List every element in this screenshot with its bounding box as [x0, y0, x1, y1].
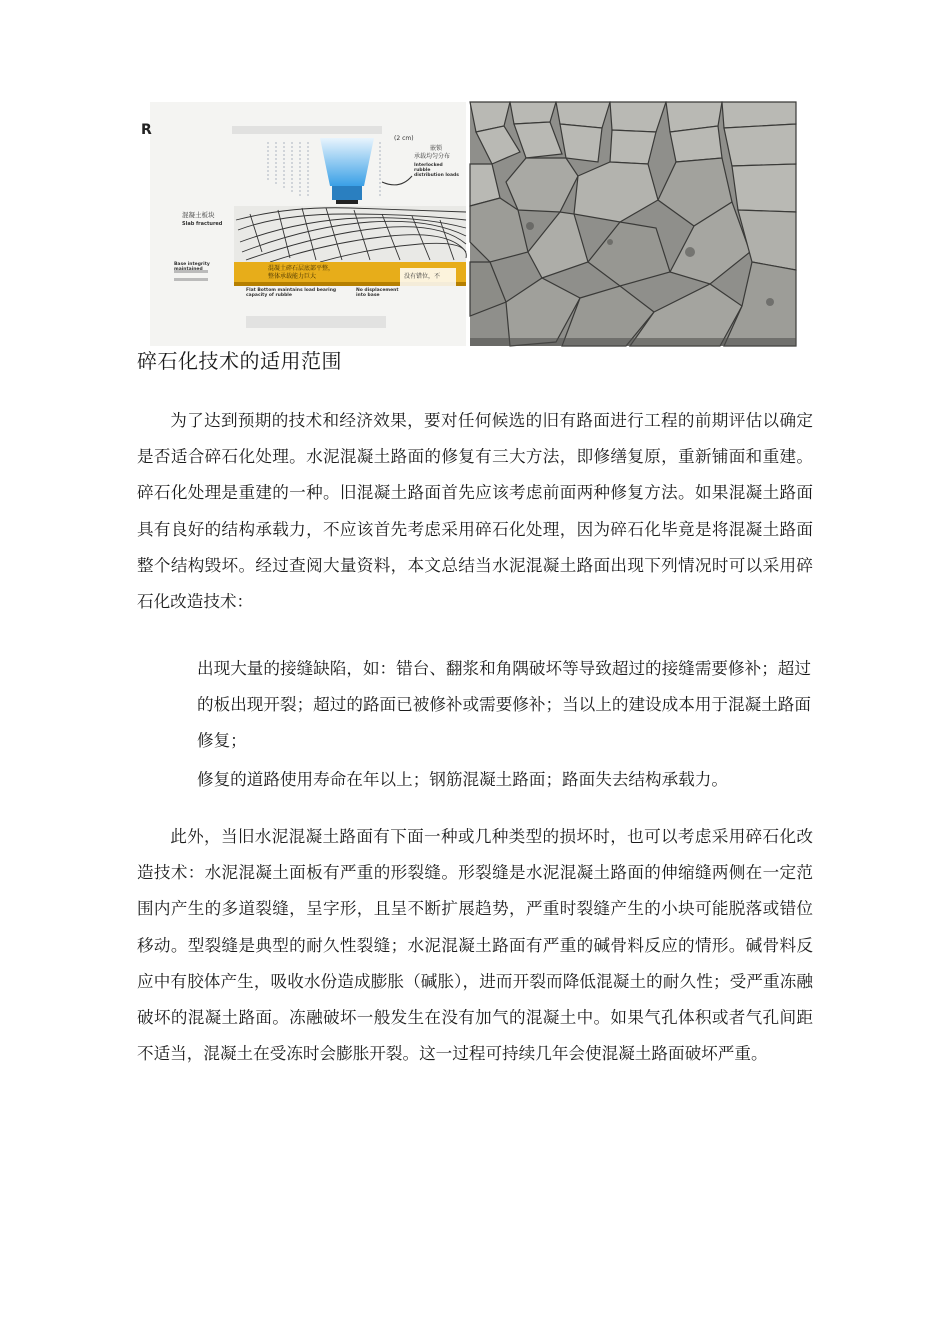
list-item-service-life: 修复的道路使用寿命在年以上；钢筋混凝土路面；路面失去结构承载力。 [197, 770, 728, 789]
list-item-joint-defects: 出现大量的接缝缺陷，如：错台、翻浆和角隅破坏等导致超过的接缝需要修补；超过的板出现开裂；超过的路面已被修补或需要修补；当以上的建设成本用于混凝土路面修复； [197, 659, 811, 751]
label-bottom-cn2: 整体承载能力巨大 [268, 273, 317, 280]
label-distribution-prefix: 嵌锁 [430, 145, 443, 152]
section-heading: 碎石化技术的适用范围 [137, 349, 342, 373]
rubble-photo-graphic [470, 102, 796, 346]
label-slab-en: Slab fractured [182, 221, 223, 227]
figure-row [141, 102, 796, 346]
label-no-disp-en: No displacement into base [356, 288, 399, 299]
rubble-photo [470, 102, 796, 346]
label-base-en: Base integrity maintained [174, 262, 210, 273]
label-distribution-cn: 承载均匀分布 [414, 153, 451, 160]
label-flat-en: Flat Bottom maintains load bearing capacity of rubble [246, 288, 337, 299]
label-slab-cn: 混凝土板块 [182, 211, 215, 219]
label-size: (2 cm) [394, 135, 414, 142]
paragraph-damage-types: 此外，当旧水泥混凝土路面有下面一种或几种类型的损坏时，也可以考虑采用碎石化改造技术：水泥混凝土面板有严重的形裂缝。形裂缝是水泥混凝土路面的伸缩缝两侧在一定范围内产生的多道裂缝，呈字形，且呈不断扩展趋势，严重时裂缝产生的小块可能脱落或错位移动。型裂缝是典型的耐久性裂缝；水泥混凝土路面有严重的碱骨料反应的情形。碱骨料反应中有胶体产生，吸收水份造成膨胀（碱胀），进而开裂而降低混凝土的耐久性；受严重冻融破坏的混凝土路面。冻融破坏一般发生在没有加气的混凝土中。如果气孔体积或者气孔间距不适当，混凝土在受冻时会膨胀开裂。这一过程可持续几年会使混凝土路面破坏严重。 [137, 827, 813, 1064]
corner-mark: R [141, 122, 152, 138]
label-bottom-cn: 混凝土碎石层底部平整， [268, 265, 335, 272]
label-no-disp-cn: 没有错位，不 [404, 273, 441, 280]
rubblization-diagram [141, 102, 466, 346]
label-distribution-en: Interlocked rubble distribution loads [414, 163, 459, 179]
paragraph-intro: 为了达到预期的技术和经济效果，要对任何候选的旧有路面进行工程的前期评估以确定是否适合碎石化处理。水泥混凝土路面的修复有三大方法，即修缮复原，重新铺面和重建。碎石化处理是重建的一种。旧混凝土路面首先应该考虑前面两种修复方法。如果混凝土路面具有良好的结构承载力，不应该首先考虑采用碎石化处理，因为碎石化毕竟是将混凝土路面整个结构毁坏。经过查阅大量资料，本文总结当水泥混凝土路面出现下列情况时可以采用碎石化改造技术： [137, 411, 813, 612]
